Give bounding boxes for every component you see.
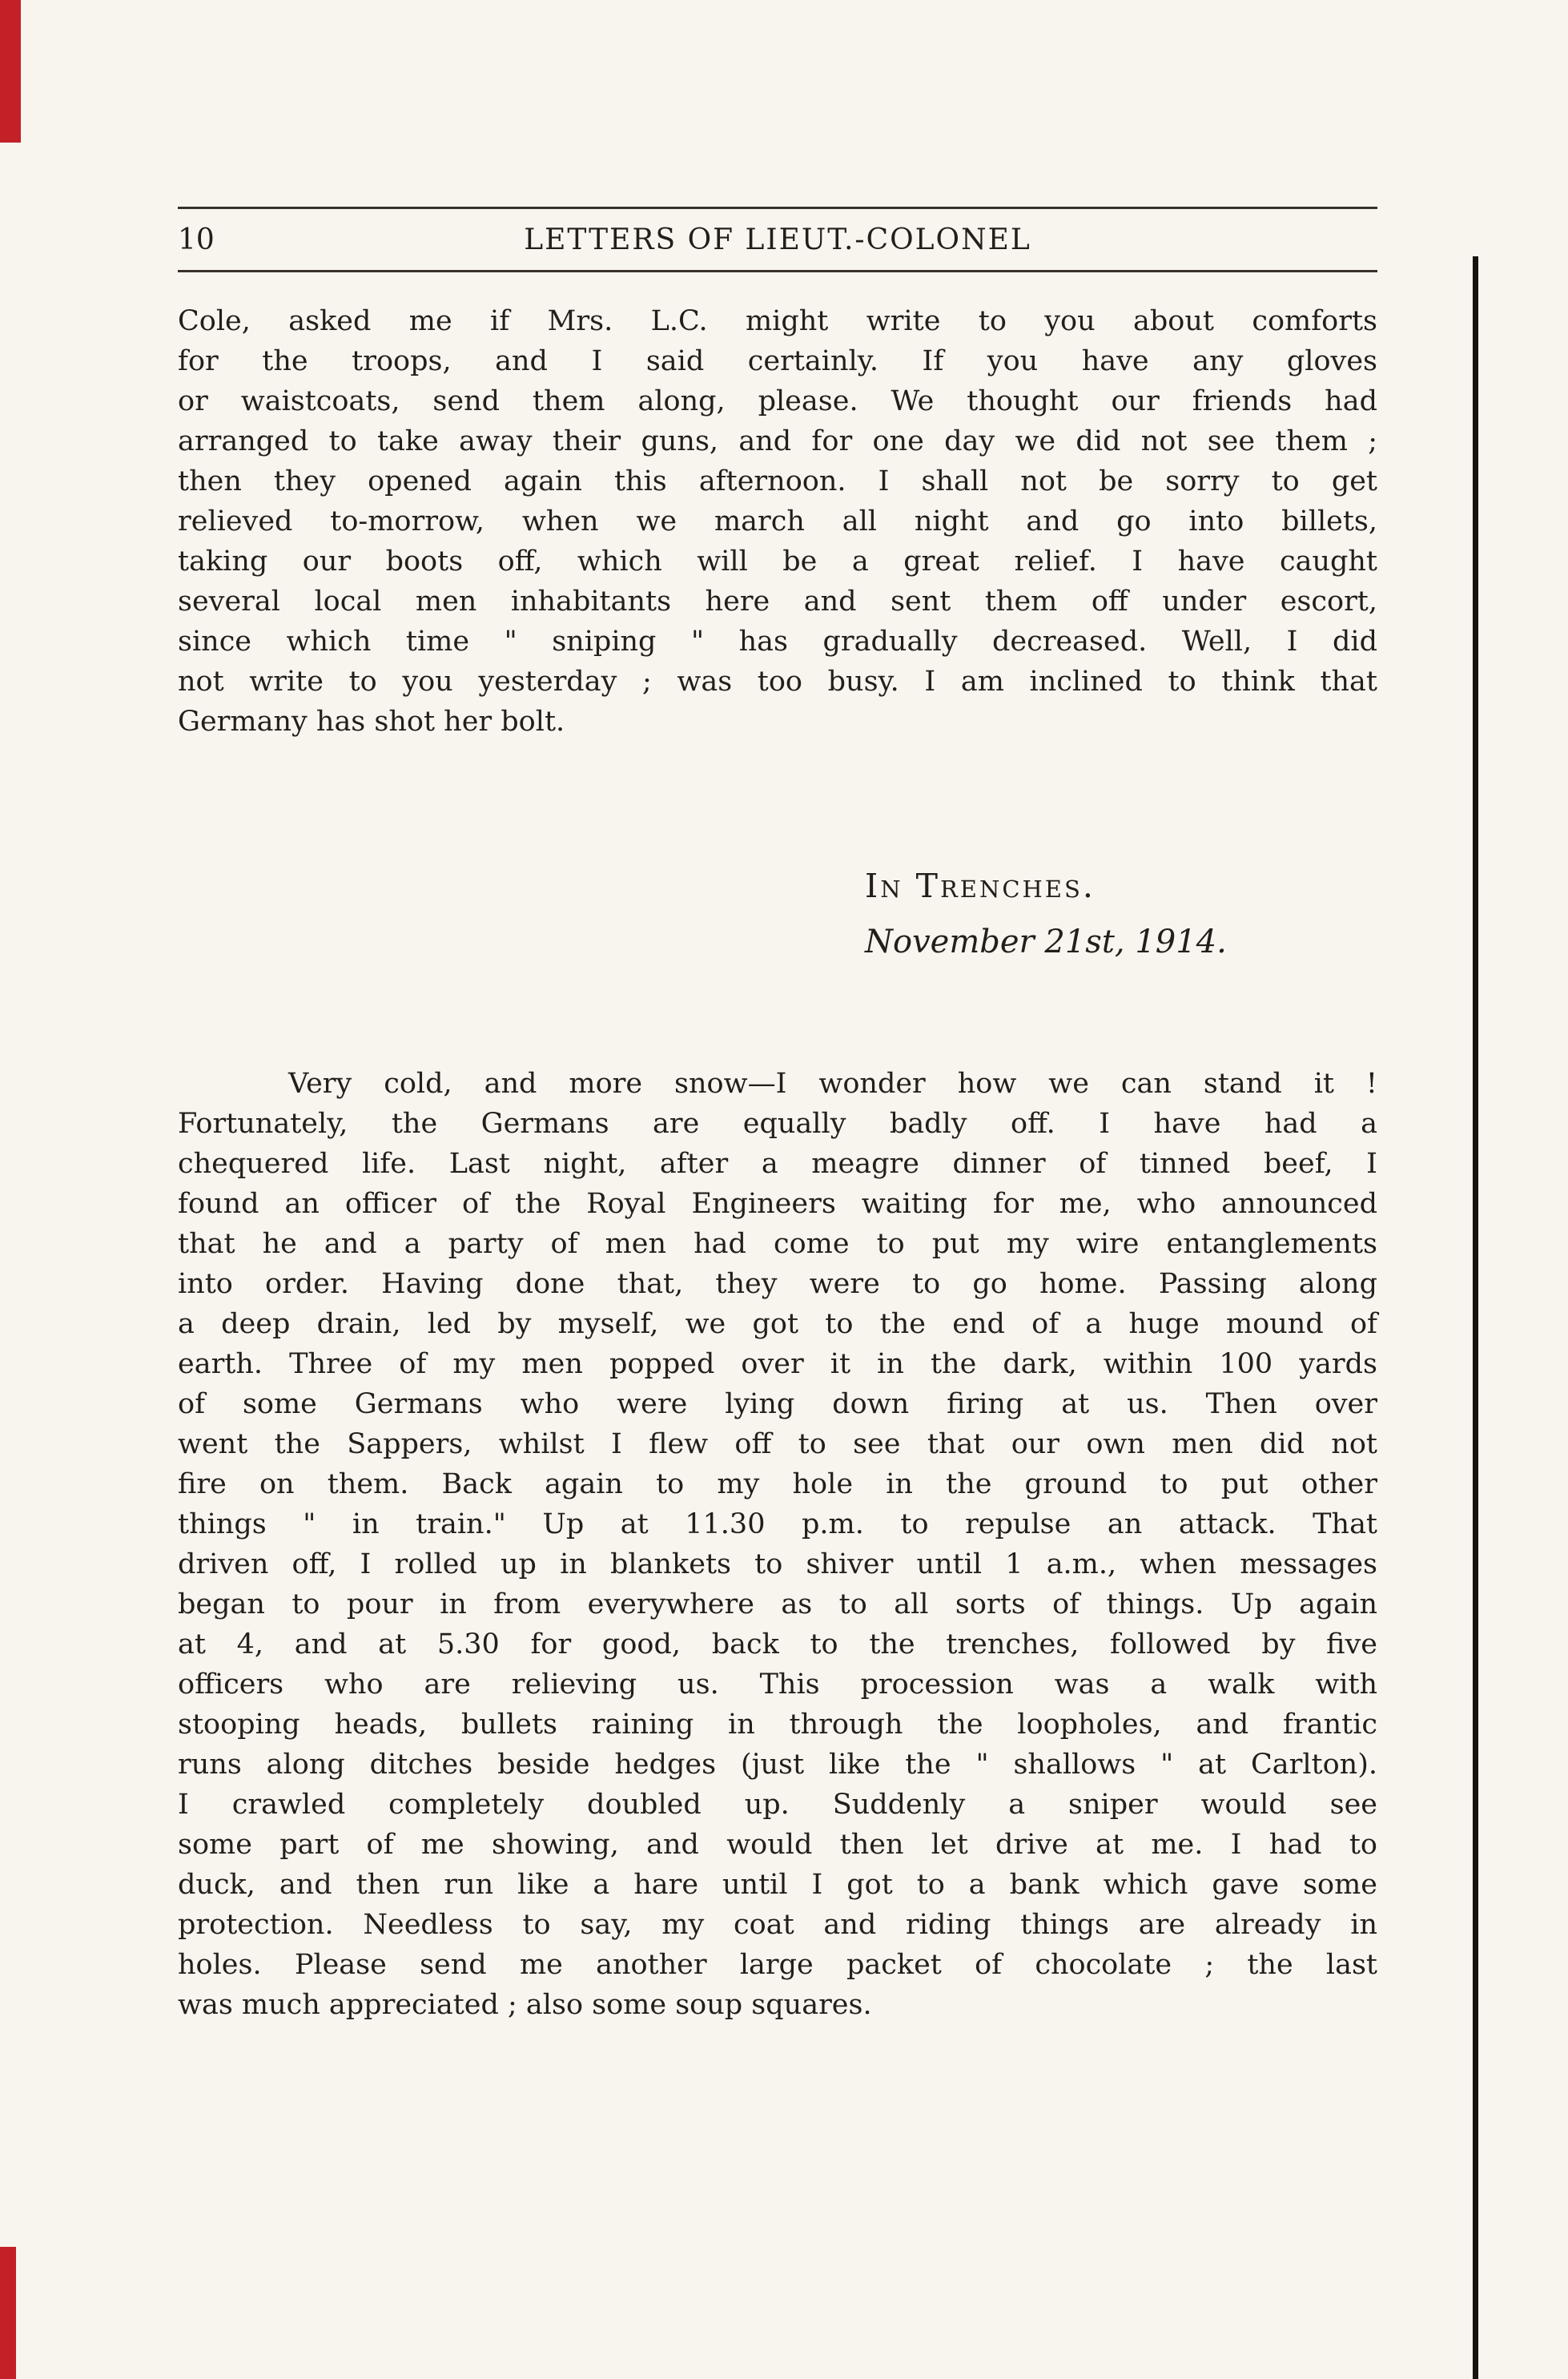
- header-rule-bottom: [178, 270, 1377, 272]
- red-cover-edge-bottom: [0, 2247, 16, 2379]
- page-number: 10: [178, 223, 215, 256]
- text-line: arranged to take away their guns, and for one day we did not see them ;: [178, 425, 1377, 457]
- text-line: relieved to-morrow, when we march all night and go into billets,: [178, 505, 1377, 537]
- text-line: officers who are relieving us. This procession was a walk with: [178, 1669, 1377, 1701]
- text-line: chequered life. Last night, after a meagre dinner of tinned beef, I: [178, 1148, 1377, 1180]
- text-line: a deep drain, led by myself, we got to the end of a huge mound of: [178, 1308, 1377, 1340]
- text-line: went the Sappers, whilst I flew off to see that our own men did not: [178, 1428, 1377, 1460]
- letter-body-paragraph: [178, 1064, 1377, 2025]
- red-cover-edge-top: [0, 0, 21, 143]
- text-line: or waistcoats, send them along, please. We thought our friends had: [178, 385, 1377, 417]
- text-line: for the troops, and I said certainly. If you have any gloves: [178, 345, 1377, 377]
- text-line: duck, and then run like a hare until I got to a bank which gave some: [178, 1869, 1377, 1901]
- text-line: Germany has shot her bolt.: [178, 706, 565, 738]
- text-line: then they opened again this afternoon. I shall not be sorry to get: [178, 465, 1377, 497]
- text-block: [178, 0, 1377, 2025]
- text-line: some part of me showing, and would then let drive at me. I had to: [178, 1829, 1377, 1861]
- text-line: things " in train." Up at 11.30 p.m. to repulse an attack. That: [178, 1508, 1377, 1540]
- text-line: fire on them. Back again to my hole in the ground to put other: [178, 1468, 1377, 1500]
- text-line: began to pour in from everywhere as to all sorts of things. Up again: [178, 1588, 1377, 1620]
- text-line: was much appreciated ; also some soup squares.: [178, 1989, 872, 2021]
- running-header: [178, 209, 1377, 270]
- text-line: since which time " sniping " has gradually decreased. Well, I did: [178, 626, 1377, 658]
- text-line: that he and a party of men had come to put my wire entanglements: [178, 1228, 1377, 1260]
- text-line: of some Germans who were lying down firing at us. Then over: [178, 1388, 1377, 1420]
- letter-heading-block: [865, 863, 1377, 963]
- letter-continuation-paragraph: [178, 301, 1377, 742]
- running-title: LETTERS OF LIEUT.-COLONEL: [524, 223, 1031, 256]
- text-line: holes. Please send me another large packet of chocolate ; the last: [178, 1949, 1377, 1981]
- text-line: driven off, I rolled up in blankets to shiver until 1 a.m., when messages: [178, 1548, 1377, 1580]
- text-line: Fortunately, the Germans are equally badly off. I have had a: [178, 1108, 1377, 1140]
- text-line: earth. Three of my men popped over it in the dark, within 100 yards: [178, 1348, 1377, 1380]
- page-edge-line: [1473, 256, 1478, 2379]
- text-line: at 4, and at 5.30 for good, back to the trenches, followed by five: [178, 1628, 1377, 1660]
- letter-dateline: November 21st, 1914.: [865, 924, 1227, 960]
- text-line: into order. Having done that, they were to go home. Passing along: [178, 1268, 1377, 1300]
- text-line: runs along ditches beside hedges (just like the " shallows " at Carlton).: [178, 1749, 1377, 1781]
- text-line: protection. Needless to say, my coat and riding things are already in: [178, 1909, 1377, 1941]
- text-line: not write to you yesterday ; was too busy. I am inclined to think that: [178, 666, 1377, 698]
- text-line: I crawled completely doubled up. Suddenly a sniper would see: [178, 1789, 1377, 1821]
- text-line: stooping heads, bullets raining in through the loopholes, and frantic: [178, 1709, 1377, 1741]
- text-line: Cole, asked me if Mrs. L.C. might write to you about comforts: [178, 305, 1377, 337]
- text-line: several local men inhabitants here and sent them off under escort,: [178, 586, 1377, 618]
- text-line: Very cold, and more snow—I wonder how we can stand it !: [288, 1068, 1377, 1100]
- text-line: taking our boots off, which will be a great relief. I have caught: [178, 545, 1377, 578]
- letter-heading: In Trenches.: [865, 867, 1096, 905]
- text-line: found an officer of the Royal Engineers waiting for me, who announced: [178, 1188, 1377, 1220]
